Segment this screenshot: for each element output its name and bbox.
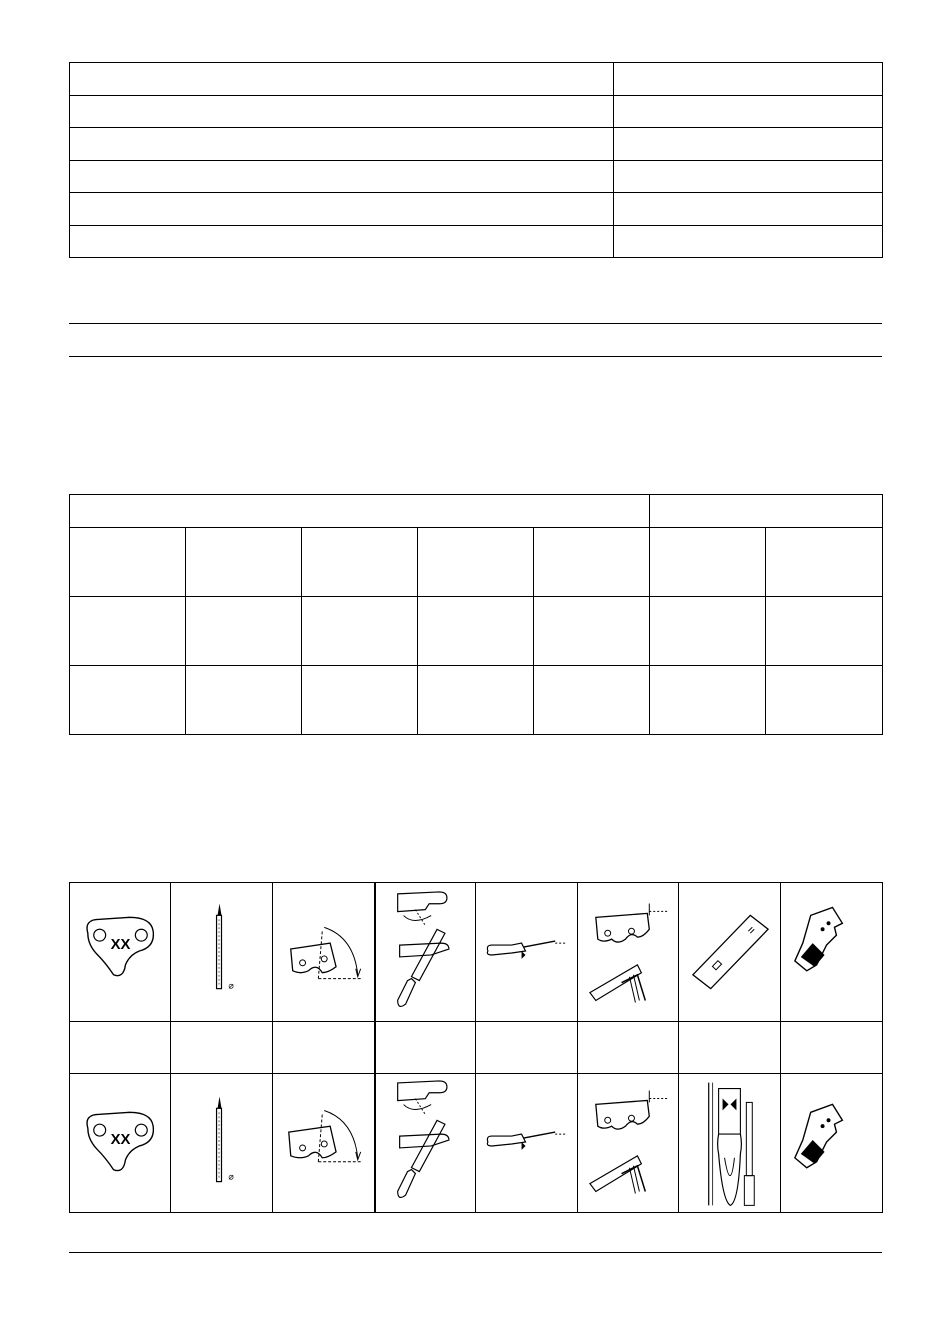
depth-gauge-plate-icon [679,883,780,1021]
depth-gauge-tool-icon [578,1074,678,1212]
diameter-symbol: ⌀ [228,1171,234,1182]
file-tool-handle-icon [476,1074,577,1212]
diameter-symbol: ⌀ [228,980,234,991]
table-row [70,160,883,193]
file-holder-icon [376,1074,476,1212]
footer-rule [69,1252,882,1253]
filing-angle-icon [273,883,374,1021]
table-row [70,596,883,665]
round-file-icon [171,1074,272,1212]
table-row [70,63,883,96]
gauge-plate-label: XX [110,1131,131,1148]
spec-table-top [69,62,883,258]
file-guide-icon [781,883,882,1021]
flat-file-and-handle-icon [679,1074,780,1212]
file-holder-icon [376,883,476,1021]
file-tool-handle-icon [476,883,577,1021]
gauge-plate-icon [70,883,170,1021]
filing-angle-icon [273,1074,374,1212]
sharpening-tools-table [69,882,883,1213]
table-row [70,1074,883,1213]
table-row [70,128,883,161]
section-rule-top [69,323,882,324]
gauge-plate-label: XX [110,937,131,954]
table-row [70,1022,883,1074]
file-guide-icon [781,1074,882,1212]
round-file-icon [171,883,272,1021]
table-row [70,225,883,258]
gauge-plate-icon [70,1074,170,1212]
table-header-row [70,495,883,528]
section-rule-bottom [69,356,882,357]
table-row [70,527,883,596]
table-row [70,883,883,1022]
depth-gauge-tool-icon [578,883,678,1021]
table-row [70,193,883,226]
table-row [70,665,883,734]
table-row [70,95,883,128]
spec-table-middle [69,494,883,735]
